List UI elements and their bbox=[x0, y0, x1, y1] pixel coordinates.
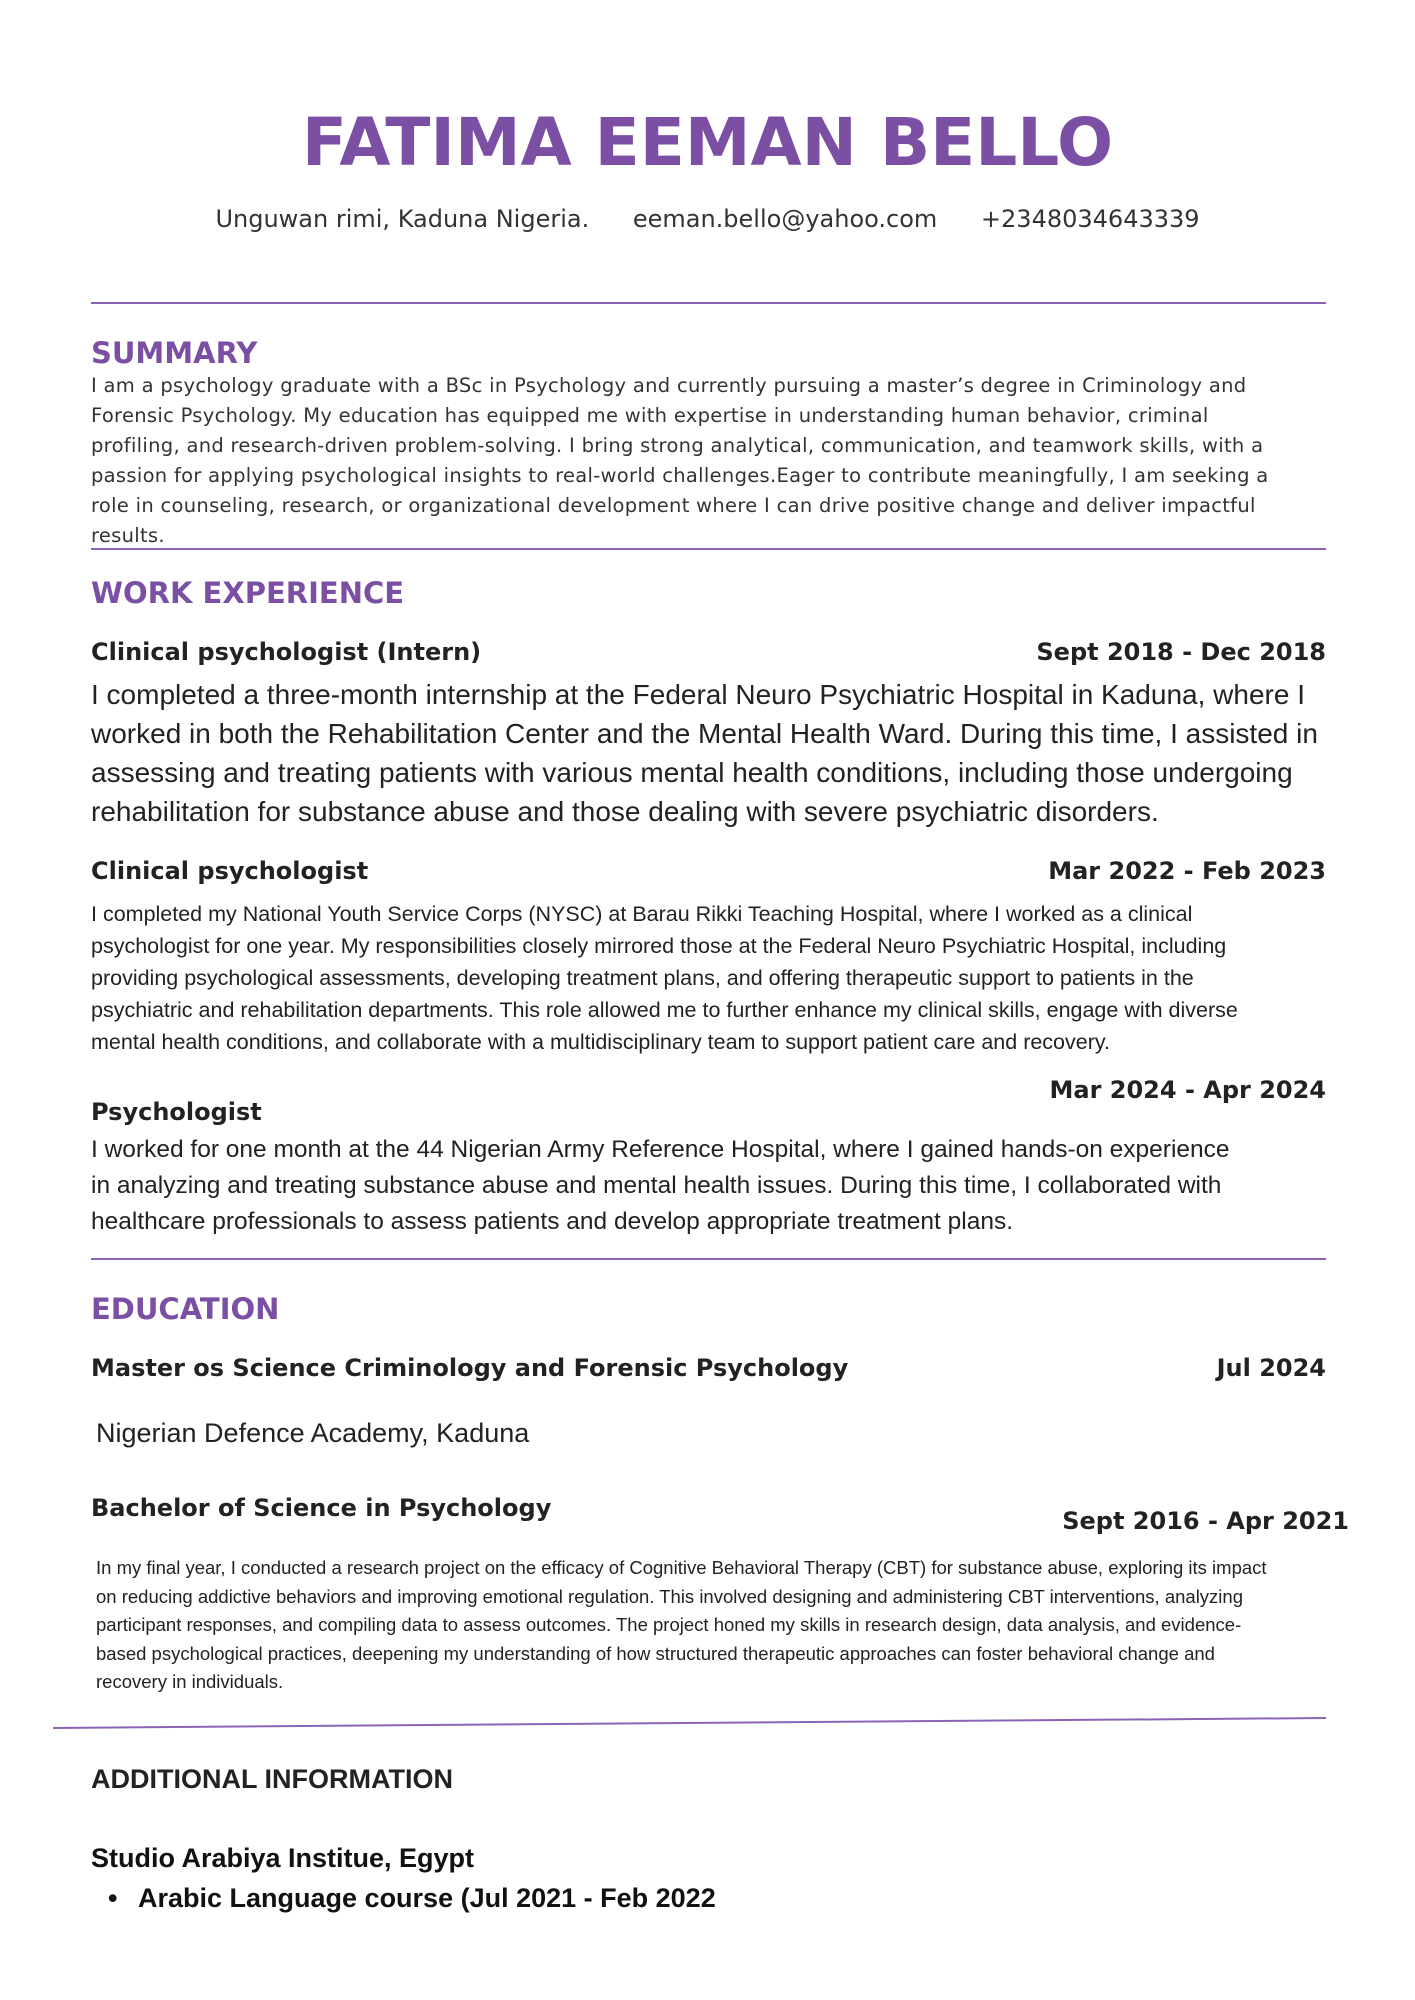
job-description-line: psychologist for one year. My responsibilities closely mirrored those at the Federal Neuro Psychiatric Hospital, including bbox=[91, 934, 1227, 958]
work-experience-heading: WORK EXPERIENCE bbox=[91, 576, 405, 610]
job-description bbox=[91, 675, 1361, 831]
job-description-line: in analyzing and treating substance abuse and mental health issues. During this time, I collaborated with bbox=[91, 1172, 1222, 1199]
education-description bbox=[96, 1554, 1415, 1697]
contact-line bbox=[0, 205, 1415, 233]
education-degree: Master os Science Criminology and Forensic Psychology bbox=[91, 1354, 849, 1382]
education-description-line: based psychological practices, deepening my understanding of how structured therapeutic approaches can foster behavioral change and bbox=[96, 1642, 1215, 1664]
job-title: Clinical psychologist (Intern) bbox=[91, 638, 482, 666]
summary-line: I am a psychology graduate with a BSc in Psychology and currently pursuing a master’s degree in Criminology and bbox=[91, 374, 1247, 397]
education-description-line: on reducing addictive behaviors and improving emotional regulation. This involved designing and administering CBT interventions, analyzing bbox=[96, 1585, 1243, 1607]
education-school: Nigerian Defence Academy, Kaduna bbox=[96, 1418, 530, 1448]
job-description-line: assessing and treating patients with various mental health conditions, including those undergoing bbox=[91, 757, 1293, 788]
bullet-icon: • bbox=[108, 1883, 118, 1913]
job-title: Psychologist bbox=[91, 1098, 262, 1126]
contact-location: Unguwan rimi, Kaduna Nigeria. bbox=[215, 205, 590, 233]
job-dates: Mar 2024 - Apr 2024 bbox=[1049, 1076, 1326, 1104]
divider bbox=[91, 1258, 1326, 1260]
education-date: Sept 2016 - Apr 2021 bbox=[1062, 1507, 1349, 1535]
job-description-line: worked in both the Rehabilitation Center and the Mental Health Ward. During this time, I assisted in bbox=[91, 718, 1318, 749]
additional-info-heading: ADDITIONAL INFORMATION bbox=[91, 1764, 453, 1794]
divider-slanted bbox=[0, 1705, 1415, 1735]
contact-phone: +2348034643339 bbox=[980, 205, 1200, 233]
education-description-line: In my final year, I conducted a research project on the efficacy of Cognitive Behavioral Therapy (CBT) for substance abuse, exploring its impact bbox=[96, 1557, 1267, 1578]
job-title: Clinical psychologist bbox=[91, 857, 369, 885]
job-description-line: I completed my National Youth Service Corps (NYSC) at Barau Rikki Teaching Hospital, where I worked as a clinical bbox=[91, 902, 1193, 926]
summary-line: Forensic Psychology. My education has equipped me with expertise in understanding human behavior, criminal bbox=[91, 404, 1209, 427]
job-description-line: healthcare professionals to assess patients and develop appropriate treatment plans. bbox=[91, 1208, 1014, 1235]
job-dates: Sept 2018 - Dec 2018 bbox=[1036, 638, 1326, 666]
job-description-line: rehabilitation for substance abuse and those dealing with severe psychiatric disorders. bbox=[91, 796, 1159, 827]
job-dates: Mar 2022 - Feb 2023 bbox=[1048, 857, 1326, 885]
job-description-line: providing psychological assessments, developing treatment plans, and offering therapeutic support to patients in the bbox=[91, 966, 1194, 990]
education-description-line: recovery in individuals. bbox=[96, 1671, 284, 1692]
summary-text bbox=[91, 371, 1298, 551]
bullet-item bbox=[108, 1883, 716, 1914]
candidate-name: FATIMA EEMAN BELLO bbox=[301, 104, 1114, 181]
education-heading: EDUCATION bbox=[91, 1292, 280, 1326]
summary-line: results. bbox=[91, 524, 165, 547]
education-degree: Bachelor of Science in Psychology bbox=[91, 1494, 552, 1522]
education-date: Jul 2024 bbox=[1216, 1354, 1326, 1382]
divider bbox=[91, 548, 1326, 550]
divider bbox=[91, 302, 1326, 304]
summary-line: role in counseling, research, or organizational development where I can drive positive change and deliver impactful bbox=[91, 494, 1256, 517]
education-description-line: participant responses, and compiling data to assess outcomes. The project honed my skills in research design, data analysis, and evidence- bbox=[96, 1614, 1242, 1635]
summary-line: profiling, and research-driven problem-solving. I bring strong analytical, communication, and teamwork skills, with a bbox=[91, 434, 1264, 457]
job-description bbox=[91, 898, 1371, 1058]
bullet-text: Arabic Language course (Jul 2021 - Feb 2022 bbox=[138, 1883, 716, 1913]
contact-email: eeman.bello@yahoo.com bbox=[632, 205, 938, 233]
summary-line: passion for applying psychological insights to real-world challenges.Eager to contribute meaningfully, I am seeking a bbox=[91, 464, 1269, 487]
institution-name: Studio Arabiya Institue, Egypt bbox=[91, 1843, 475, 1873]
job-description-line: I worked for one month at the 44 Nigerian Army Reference Hospital, where I gained hands-on experience bbox=[91, 1136, 1230, 1163]
job-description-line: I completed a three-month internship at the Federal Neuro Psychiatric Hospital in Kaduna, where I bbox=[91, 679, 1305, 710]
job-description-line: psychiatric and rehabilitation departments. This role allowed me to further enhance my clinical skills, engage with diverse bbox=[91, 998, 1238, 1022]
job-description-line: mental health conditions, and collaborate with a multidisciplinary team to support patient care and recovery. bbox=[91, 1030, 1111, 1054]
summary-heading: SUMMARY bbox=[91, 336, 258, 370]
job-description bbox=[91, 1132, 1331, 1240]
